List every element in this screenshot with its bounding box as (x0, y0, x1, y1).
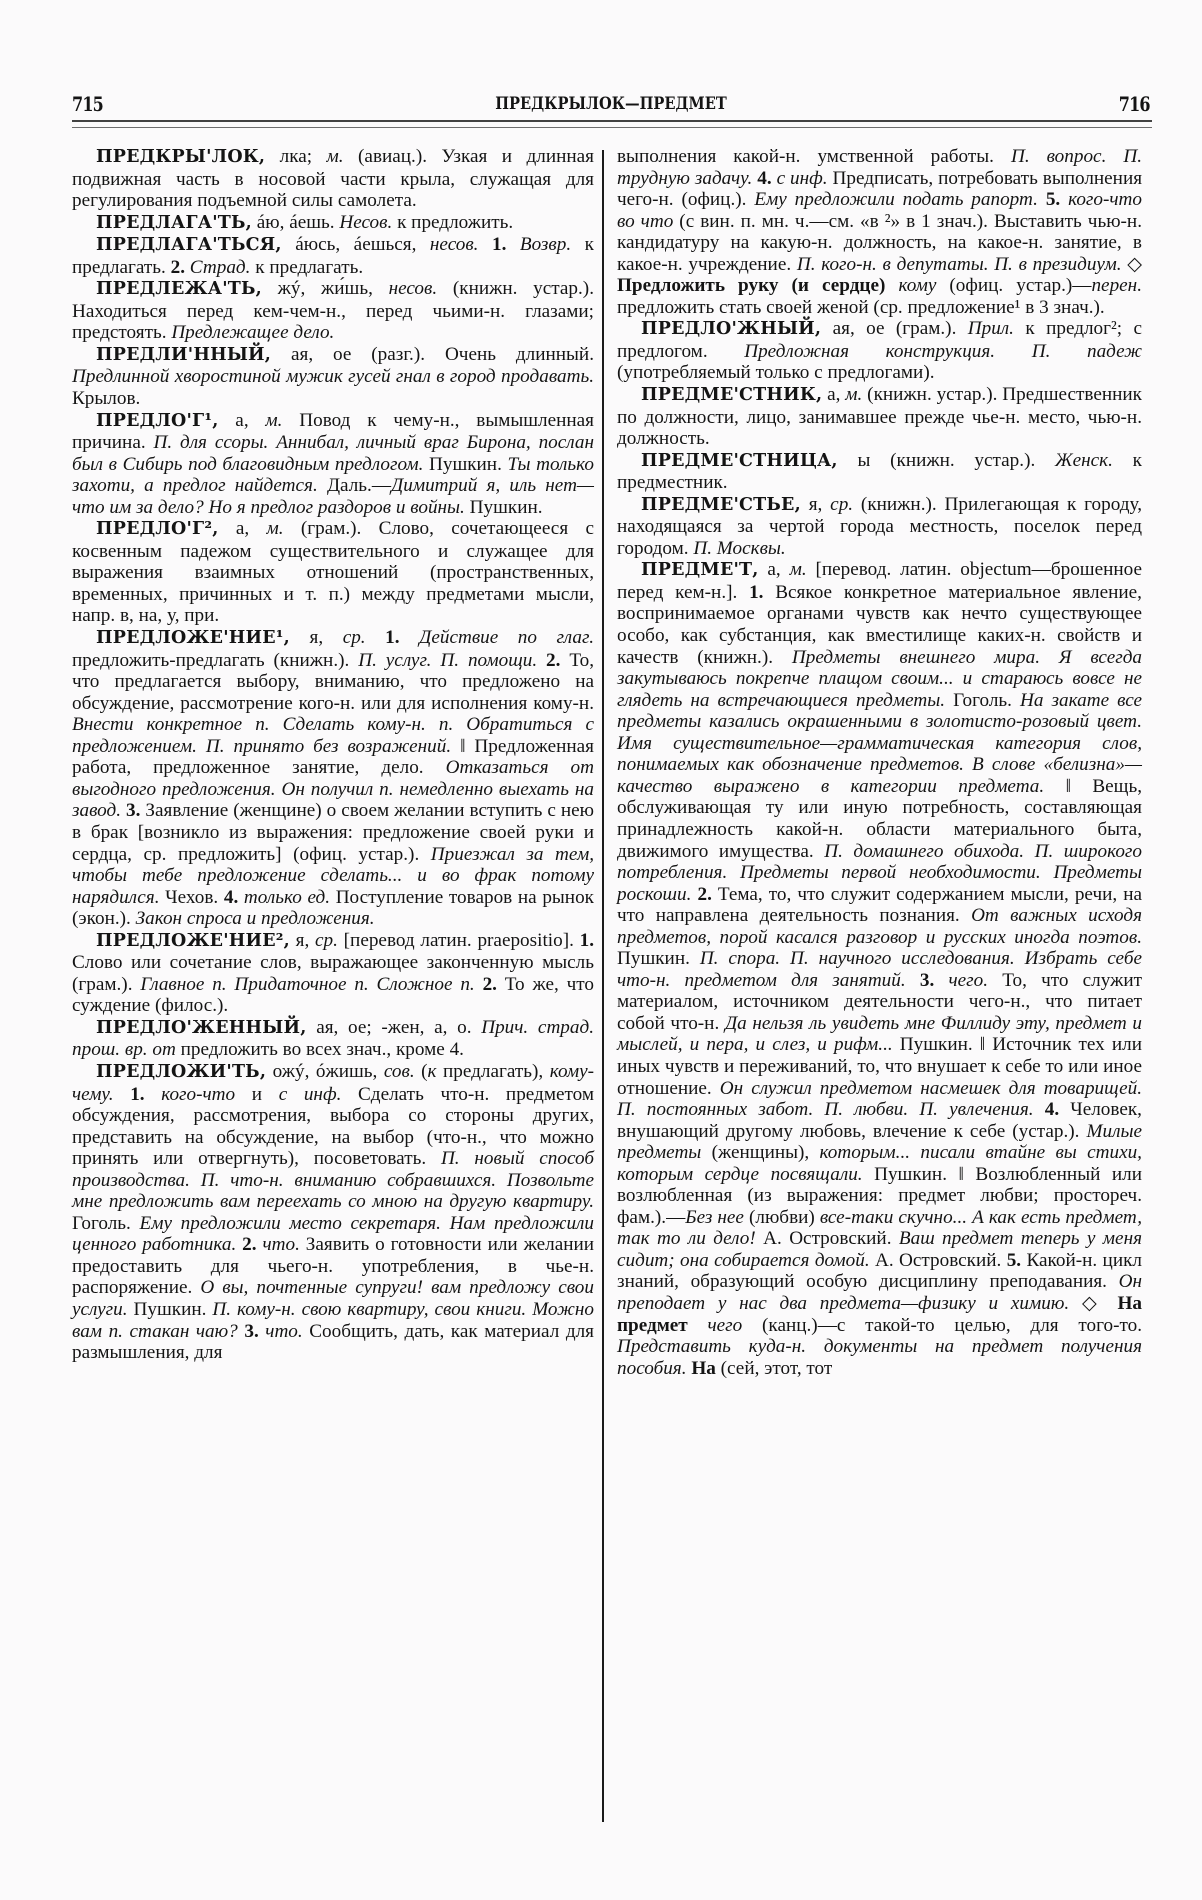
headword: ПРЕДМЕ'Т, (641, 560, 759, 581)
italic-text: Ему предложили подать рапорт. (754, 189, 1038, 211)
italic-text: Женск. (1055, 449, 1113, 471)
italic-text: П. Москвы. (693, 537, 786, 559)
italic-text: П. для ссоры. Аннибал, личный враг Бирона, послан был в Сибирь под благовидным предлогом. (72, 432, 594, 475)
bold-text: 1. (749, 581, 764, 603)
text: Пушкин. (617, 948, 700, 970)
text: [перевод латин. praepositio]. (337, 929, 580, 951)
headword: ПРЕДМЕ'СТЬЕ, (641, 494, 801, 515)
text (506, 234, 520, 255)
text: Сообщить, дать, как материал для размышления, для (72, 1320, 595, 1364)
bold-text: 1. (130, 1083, 145, 1105)
right-column (617, 146, 1142, 1379)
bold-text: 5. (1045, 189, 1061, 211)
italic-text: Предложная конструкция. П. падеж (744, 340, 1142, 362)
headword: ПРЕДЛО'ЖЕННЫЙ, (96, 1017, 307, 1038)
italic-text: Он служил предметом насмешек для товарищей. П. постоянных забот. П. любви. П. увлечения. (617, 1077, 1142, 1121)
italic-text: П. услуг. П. помощи. (358, 649, 538, 671)
italic-text: Закон спроса и предложения. (135, 908, 375, 930)
headword: ПРЕДЛО'ЖНЫЙ, (641, 319, 822, 340)
dictionary-entry-predlozhit-cont (617, 146, 1142, 318)
italic-text: несов. (388, 278, 438, 300)
italic-text: Он преподает у нас два предмета—физику и химию. (617, 1271, 1142, 1314)
text: ожý, óжишь, (266, 1060, 384, 1082)
italic-text: ср. (315, 929, 338, 951)
text: (грам.). Слово, сочетающееся с косвенным падежом существительного и служащее для выражения взаимных отношений (пространственных, временных, причинных и т. п.) между предметами мысли, напр. в, на, у, при. (72, 518, 594, 627)
bold-text: 4. (223, 886, 239, 908)
text: Поступление товаров на рынок (экон.). (72, 886, 594, 930)
headword: ПРЕДКРЫ'ЛОК, (96, 147, 266, 167)
text: жý, жи́шь, (261, 278, 389, 300)
headword: ПРЕДЛОЖЕ'НИЕ², (96, 930, 290, 951)
text: к предлагать. (250, 256, 364, 278)
left-column (72, 146, 594, 1364)
bold-text: 3. (244, 1320, 259, 1342)
text: ы (книжн. устар.). (837, 449, 1056, 471)
bold-text: 3. (125, 800, 141, 822)
text (688, 1315, 708, 1336)
bold-text: 2. (546, 649, 561, 671)
text (1034, 1099, 1045, 1120)
text: предложить-предлагать (книжн.). (72, 649, 359, 671)
bold-text: 1. (579, 929, 594, 951)
bold-text: 3. (919, 969, 935, 991)
text: а, (758, 559, 790, 581)
italic-text: Ты только захоти, а предлог найдется. (72, 453, 594, 497)
text: (употребляемый только с предлогами). (617, 362, 935, 384)
bold-text: 2. (482, 973, 497, 995)
italic-text: Представить куда-н. документы на предмет получения пособия. (617, 1336, 1142, 1379)
italic-text: Без нее (685, 1206, 744, 1228)
italic-text: Действие по глаг. (419, 627, 595, 649)
headword: ПРЕДЛО'Г¹, (96, 410, 219, 431)
italic-text: с инф. (776, 167, 828, 189)
text: а, (822, 384, 846, 406)
page-number-left: 715 (72, 92, 103, 116)
dictionary-entry-predlozhenie2 (72, 930, 594, 1017)
text: Человек, внушающий другому любовь, влечение к себе (устар.). (617, 1099, 1142, 1142)
italic-text: Предметы внешнего мира. Я всегда закутываюсь покрепче плащом своим... и стараюсь вовсе не глядеть на встречающиеся предметы. (617, 646, 1142, 711)
text: Гоголь. (72, 1212, 140, 1234)
italic-text: к (427, 1060, 437, 1082)
text: ая, ое; -жен, а, о. (306, 1016, 482, 1038)
italic-text: Приезжал за тем, чтобы тебе предложение сделать... и во фрак потому нарядился. (72, 843, 594, 908)
text: Заявить о готовности или желании предоставить для чьего-н. употребления, в чье-н. распоряжение. (72, 1234, 595, 1299)
italic-text: П. вопрос. П. трудную задачу. (617, 146, 1143, 189)
dictionary-entry-predmet (617, 559, 1142, 1379)
text: предложить стать своей женой (ср. предложение¹ в 3 знач.). (617, 296, 1105, 318)
text: То, что служит материалом, источником деятельности чего-н., что питает собой что-н. (617, 969, 1142, 1034)
dictionary-entry-predlog2 (72, 518, 594, 627)
italic-text: Страд. (189, 256, 251, 278)
dictionary-entry-predmestnitsa (617, 450, 1142, 494)
text: То же, что суждение (филос.). (72, 973, 594, 1017)
text: [перевод. латин. objectum—брошенное перед кем-н.]. (617, 559, 1142, 603)
text (114, 1084, 131, 1105)
dictionary-entry-predlinnyy (72, 344, 594, 410)
italic-text: Прич. страд. прош. вр. от (72, 1016, 594, 1061)
italic-text: которым... писали втайне вы стихи, которым сердце посвящали. (617, 1142, 1142, 1185)
text: а, (218, 409, 266, 431)
italic-text: м. (789, 559, 807, 581)
text: (офиц. устар.)— (936, 275, 1092, 297)
dictionary-entry-predmestye (617, 494, 1142, 560)
text: (книжн.). Прилегающая к городу, находящаяся за чертой города местность, поселок перед городом. (617, 493, 1143, 559)
italic-text: перен. (1091, 275, 1142, 297)
text (478, 234, 492, 255)
italic-text: что. (262, 1234, 300, 1256)
text: Слово или сочетание слов, выражающее законченную мысль (грам.). (72, 952, 594, 995)
header-rule (72, 120, 1152, 128)
text (906, 970, 920, 991)
text: (книжн. устар.). Предшественник по должности, лицо, занимавшее прежде чье-н. место, чью-н. должность. (617, 384, 1142, 450)
text: и (235, 1083, 279, 1105)
italic-text: только ед. (243, 886, 331, 908)
italic-text: П. спора. П. научного исследования. Избрать себе что-н. предметом для занятий. (617, 948, 1142, 991)
text: (с вин. п. мн. ч.—см. «в ²» в 1 знач.). Выставить чью-н. кандидатуру на какую-н. должность, на какое-н. занятие, в какое-н. учреждение. (617, 210, 1142, 275)
italic-text: сов. (383, 1060, 415, 1082)
text: Заявление (женщине) о своем желании вступить с нею в брак [возникло из выражения: предложение своей руки и сердца, ср. предложить] (офиц. устар.). (72, 800, 594, 865)
italic-text: Предлежащее дело. (171, 322, 335, 344)
dictionary-entry-predlagatsya (72, 234, 594, 278)
dictionary-entry-predlozhennyy (72, 1017, 594, 1061)
text: ая, ое (грам.). (821, 318, 968, 340)
bold-text: 1. (491, 234, 507, 256)
bold-text: 4. (1044, 1099, 1060, 1121)
italic-text: П. домашнего обихода. П. широкого потребления. Предметы первой необходимости. Предметы роскоши. (617, 840, 1142, 905)
italic-text: Возвр. (519, 234, 572, 256)
italic-text: Прил. (967, 318, 1014, 340)
dictionary-entry-predmestnik (617, 384, 1142, 450)
italic-text: Ему предложили место секретаря. Нам предложили ценного работника. (72, 1212, 594, 1256)
text: я, (800, 493, 831, 515)
italic-text: кому (898, 275, 937, 297)
text: лка; (265, 146, 327, 167)
text: áю, áешь. (251, 211, 340, 233)
headword: ПРЕДЛАГА'ТЬ, (96, 212, 252, 233)
page-number-right: 716 (1119, 92, 1150, 116)
text: Сделать что-н. предметом обсуждения, рассмотрения, выбора со стороны других, представить на обсуждение, на выбор (что-н., что можно принять или отвергнуть), посоветовать. (72, 1083, 594, 1170)
text: предложить во всех знач., кроме 4. (175, 1039, 464, 1061)
dictionary-entry-predlezhat (72, 278, 594, 344)
italic-text: несов. (429, 234, 479, 256)
text: ( (414, 1060, 428, 1082)
italic-text: На закате все предметы казались окрашенными в золотисто-розовый цвет. Имя существительное—грамматическая категория слов, понимаемых как обозначение предметов. В слове «белизна»—качество выражено в категории предмета. (617, 689, 1142, 797)
headword: ПРЕДЛИ'ННЫЙ, (96, 344, 272, 365)
italic-text: с инф. (278, 1083, 342, 1105)
text: (канц.)—с такой-то целью, для того-то. (742, 1314, 1142, 1336)
italic-text: П. кому-н. свою квартиру, свои книги. Можно вам п. стакан чаю? (72, 1298, 594, 1342)
bold-text: 5. (1006, 1249, 1022, 1271)
italic-text: м. (326, 146, 344, 167)
text (934, 970, 948, 991)
italic-text: чего (707, 1314, 743, 1336)
headword: ПРЕДЛЕЖА'ТЬ, (96, 279, 262, 300)
italic-text: Отказаться от выгодного предложения. Он получил п. немедленно выехать на завод. (72, 757, 595, 822)
italic-text: кого-что (161, 1083, 236, 1105)
headword: ПРЕДЛАГА'ТЬСЯ, (96, 235, 282, 256)
text (1038, 189, 1046, 210)
text: Чехов. (159, 886, 224, 908)
text (475, 974, 483, 995)
text: ‖ Вещь, обслуживающая ту или иную потребность, составляющая принадлежность какой-н. области материального быта, движимого имущества. (617, 775, 1142, 862)
text: То, что предлагается выбору, вниманию, что предложено на обсуждение, рассмотрение кого-н. или для исполнения кому-н. (72, 649, 595, 714)
page-header (72, 92, 1150, 122)
italic-text: Предлинной хворостиной мужик гусей гнал в город продавать. (72, 366, 594, 388)
italic-text: чего. (948, 969, 989, 991)
text: (женщины), (701, 1142, 820, 1164)
text: Гоголь. (945, 689, 1021, 711)
text: Пушкин. (423, 453, 508, 475)
text: (книжн. устар.). Находиться перед кем-чем-н., перед чьими-н. глазами; предстоять. (72, 278, 594, 344)
bold-text: На (691, 1357, 716, 1379)
italic-text: все-таки скучно... А как есть предмет, так то ли дело! (617, 1206, 1143, 1250)
dictionary-entry-predkrylok (72, 146, 594, 212)
text: к предложить. (392, 211, 514, 233)
text: Пушкин. (464, 496, 543, 518)
bold-text: Предложить руку (и сердце) (617, 275, 886, 297)
text (537, 650, 546, 671)
text: Крылов. (72, 388, 141, 410)
text: Повод к чему-н., вымышленная причина. (72, 409, 594, 454)
text: ‖ Предложенная работа, предложенное занятие, дело. (72, 735, 594, 779)
text: Пушкин. ‖ Источник тех или иных чувств и переживаний, то, что внушает к себе то или иное отношение. (617, 1034, 1142, 1099)
bold-text: 1. (385, 627, 400, 649)
text: Всякое конкретное материальное явление, воспринимаемое органами чувств как нечто существующее особо, как субстанция, как вместилище каких-н. свойств и качеств (книжн.). (617, 581, 1142, 668)
italic-text: Ваш предмет теперь у меня сидит; она собирается домой. (617, 1228, 1143, 1271)
headword: ПРЕДЛО'Г², (96, 519, 219, 540)
text: а, (218, 518, 267, 540)
text: я, (289, 929, 316, 951)
italic-text: Главное п. Придаточное п. Сложное п. (140, 973, 475, 995)
text: Пушкин. ‖ Возлюбленный или возлюбленная (из выражения: предмет любви; простореч. фам.).— (617, 1163, 1142, 1228)
text: к предлагать. (72, 234, 594, 278)
dictionary-entry-predlagat (72, 212, 594, 235)
text: (любви) (743, 1206, 820, 1228)
headword: ПРЕДЛОЖИ'ТЬ, (96, 1061, 267, 1082)
bold-text: 2. (697, 883, 712, 905)
headword: ПРЕДМЕ'СТНИК, (641, 385, 823, 406)
italic-text: Да нельзя ль увидеть мне Филлиду эту, предмет и мыслей, и пера, и слез, и рифм... (617, 1012, 1142, 1056)
headword: ПРЕДЛОЖЕ'НИЕ¹, (96, 628, 290, 649)
italic-text: кому-чему. (72, 1060, 594, 1105)
text (366, 627, 386, 648)
text: к предлог²; с предлогом. (617, 318, 1142, 362)
bold-text: 4. (757, 167, 772, 189)
bold-text: 2. (242, 1234, 257, 1256)
text: А. Островский. (869, 1249, 1007, 1271)
italic-text: П. кого-н. в депутаты. П. в президиум. (796, 253, 1122, 275)
running-title: ПРЕДКРЫЛОК—ПРЕДМЕТ (495, 94, 727, 114)
text: áюсь, áешься, (281, 234, 430, 256)
bold-text: 2. (170, 256, 185, 278)
text (400, 627, 420, 648)
text (1060, 189, 1068, 210)
italic-text: ср. (342, 627, 366, 649)
text (885, 275, 898, 296)
text: Тема, то, что служит содержанием мысли, речи, на что направлена деятельность познания. (617, 883, 1142, 927)
text: Пушкин. (127, 1298, 213, 1320)
italic-text: м. (265, 409, 283, 431)
text: к предместник. (617, 449, 1142, 494)
text: А. Островский. (755, 1228, 899, 1250)
italic-text: Несов. (339, 211, 393, 233)
headword: ПРЕДМЕ'СТНИЦА, (641, 450, 838, 471)
italic-text: О вы, почтенные супруги! вам предложу свои услуги. (72, 1277, 594, 1320)
italic-text: ср. (830, 493, 854, 515)
dictionary-entry-predlog1 (72, 410, 594, 519)
text: ◇ (1069, 1292, 1118, 1314)
italic-text: м. (845, 384, 863, 406)
text: выполнения какой-н. умственной работы. (617, 146, 1011, 167)
italic-text: От важных исходя предметов, порой касался разговор и русских иногда поэтов. (617, 905, 1142, 948)
text: ая, ое (разг.). Очень длинный. (271, 343, 594, 365)
bold-text: На предмет (617, 1292, 1142, 1336)
text (145, 1084, 162, 1105)
italic-text: м. (266, 518, 284, 540)
text: Даль.— (317, 475, 392, 497)
italic-text: Милые предметы (617, 1120, 1142, 1164)
text: Какой-н. цикл знаний, образующий особую дисциплину преподавания. (617, 1249, 1142, 1293)
text: (сей, этот, тот (715, 1357, 833, 1379)
italic-text: Димитрий я, иль нет—что им за дело? Но я предлог раздоров и войны. (72, 475, 594, 518)
text: предлагать), (436, 1060, 550, 1082)
italic-text: Внести конкретное п. Сделать кому-н. п. Обратиться с предложением. П. принято без возражений. (72, 714, 594, 757)
text: Предписать, потребовать выполнения чего-н. (офиц.). (617, 167, 1143, 211)
dictionary-entry-predlozhnyy (617, 318, 1142, 384)
dictionary-entry-predlozhenie1 (72, 627, 594, 930)
italic-text: П. новый способ производства. П. что-н. вниманию собравшихся. Позвольте мне предложить вам переехать со мною на другую квартиру. (72, 1148, 594, 1213)
italic-text: кого-что во что (617, 189, 1143, 232)
column-divider (602, 150, 604, 1822)
text: я, (289, 627, 343, 649)
italic-text: что. (265, 1320, 303, 1342)
dictionary-entry-predlozhit (72, 1061, 594, 1364)
text: (авиац.). Узкая и длинная подвижная часть в носовой части крыла, служащая для регулирования подъемной силы самолета. (72, 146, 594, 212)
text: ◇ (1121, 253, 1142, 275)
